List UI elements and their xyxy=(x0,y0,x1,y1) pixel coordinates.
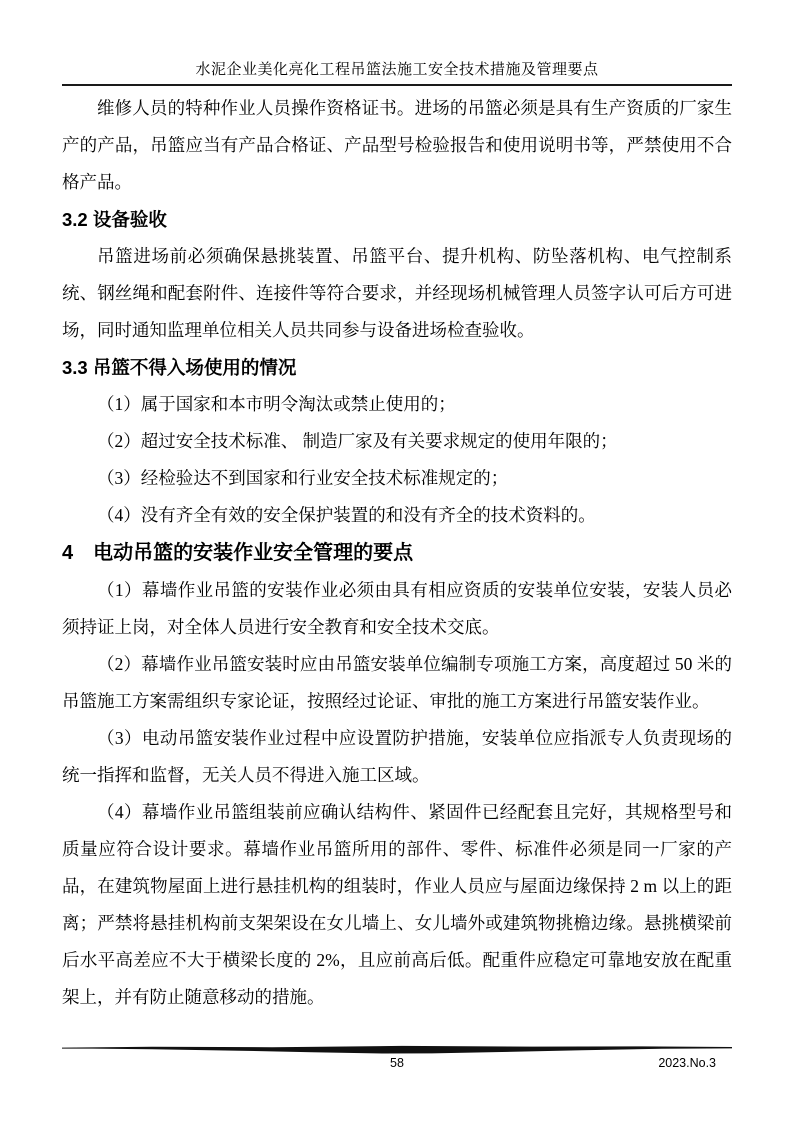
body-paragraph: （1）幕墙作业吊篮的安装作业必须由具有相应资质的安装单位安装，安装人员必须持证上岗，对全体人员进行安全教育和安全技术交底。 xyxy=(62,580,732,637)
section-heading-4: 4 电动吊篮的安装作业安全管理的要点 xyxy=(62,542,414,564)
document-content xyxy=(62,90,732,1016)
body-paragraph: （4）幕墙作业吊篮组装前应确认结构件、紧固件已经配套且完好，其规格型号和质量应符合设计要求。幕墙作业吊篮所用的部件、零件、标准件必须是同一厂家的产品，在建筑物屋面上进行悬挂机构的组装时，作业人员应与屋面边缘保持 2 m 以上的距离；严禁将悬挂机构前支架架设在女儿墙上、女儿墙外或建筑物挑檐边缘。悬挑横梁前后水平高差应不大于横梁长度的 2%，且应前高后低。配重件应稳定可靠地安放在配重架上，并有防止随意移动的措施。 xyxy=(62,802,732,1007)
issue-number: 2023.No.3 xyxy=(658,1056,716,1070)
page-footer xyxy=(62,1045,732,1073)
body-paragraph: （2）幕墙作业吊篮安装时应由吊篮安装单位编制专项施工方案，高度超过 50 米的吊篮施工方案需组织专家论证，按照经过论证、审批的施工方案进行吊篮安装作业。 xyxy=(62,654,732,711)
section-heading-3-2: 3.2 设备验收 xyxy=(62,209,167,230)
page-number: 58 xyxy=(390,1056,404,1070)
list-item: （4）没有齐全有效的安全保护装置的和没有齐全的技术资料的。 xyxy=(97,505,596,525)
body-paragraph: （3）电动吊篮安装作业过程中应设置防护措施，安装单位应指派专人负责现场的统一指挥和监督，无关人员不得进入施工区域。 xyxy=(62,728,732,785)
list-item: （2）超过安全技术标准、 制造厂家及有关要求规定的使用年限的； xyxy=(97,431,618,451)
list-item: （3）经检验达不到国家和行业安全技术标准规定的； xyxy=(97,468,509,488)
running-head-title: 水泥企业美化亮化工程吊篮法施工安全技术措施及管理要点 xyxy=(195,62,599,78)
footer-text-row xyxy=(62,1055,732,1073)
header-rule xyxy=(62,84,732,86)
footer-divider-bar xyxy=(62,1045,732,1055)
page-header xyxy=(62,60,732,86)
section-3-2-paragraph: 吊篮进场前必须确保悬挑装置、吊篮平台、提升机构、防坠落机构、电气控制系统、钢丝绳和配套附件、连接件等符合要求，并经现场机械管理人员签字认可后方可进场，同时通知监理单位相关人员共同参与设备进场检查验收。 xyxy=(62,246,732,340)
intro-paragraph: 维修人员的特种作业人员操作资格证书。进场的吊篮必须是具有生产资质的厂家生产的产品，吊篮应当有产品合格证、产品型号检验报告和使用说明书等，严禁使用不合格产品。 xyxy=(62,98,732,192)
section-heading-3-3: 3.3 吊篮不得入场使用的情况 xyxy=(62,357,297,378)
list-item: （1）属于国家和本市明令淘汰或禁止使用的； xyxy=(97,394,456,414)
